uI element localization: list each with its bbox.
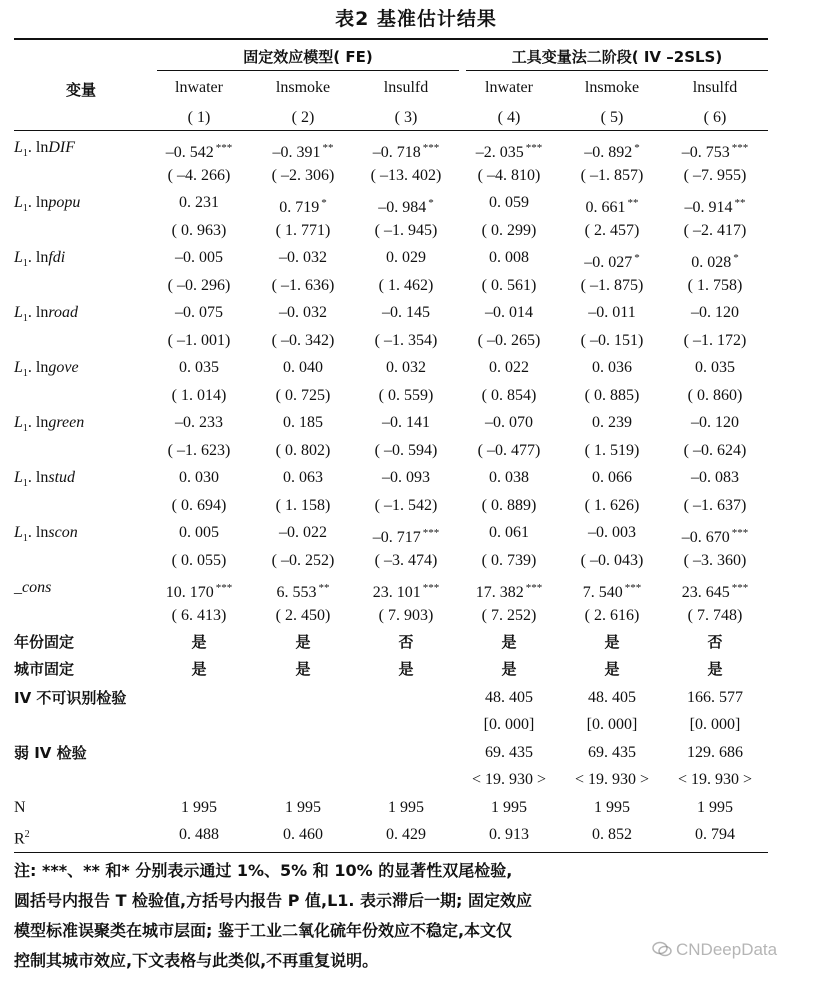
lag-operator: $L_1$.	[14, 249, 36, 270]
coefficient: 0. 035	[695, 359, 735, 376]
variable-name-text: lngreen	[35, 414, 85, 431]
header-rule	[14, 130, 768, 131]
coefficient: –2. 035 ***	[475, 142, 543, 161]
iv-test-value: 129. 686	[687, 744, 743, 761]
t-value: ( 1. 014)	[171, 387, 227, 404]
fixed-effect-value: 是	[604, 660, 620, 678]
t-value: ( 0. 725)	[275, 387, 331, 404]
coefficient: 6. 553 **	[276, 582, 330, 601]
dependent-variable-5: lnsmoke	[584, 79, 640, 96]
t-value: ( 0. 889)	[481, 497, 537, 514]
stat-label: $R^2$	[14, 829, 30, 848]
stat-value: 0. 429	[386, 826, 426, 843]
t-value: ( –3. 360)	[683, 552, 747, 569]
t-value: ( –1. 542)	[374, 497, 438, 514]
coefficient: 0. 719 *	[279, 197, 327, 216]
significance-stars: *	[634, 142, 640, 154]
significance-stars: *	[733, 252, 739, 264]
lag-operator: $L_1$.	[14, 359, 36, 380]
lag-operator: $L_1$.	[14, 414, 36, 435]
t-value: ( –0. 252)	[271, 552, 335, 569]
coefficient: 0. 036	[592, 359, 632, 376]
stat-value: 1 995	[181, 799, 217, 816]
fe-group-header: 固定效应模型( FE)	[243, 48, 373, 66]
iv-test-sub: < 19. 930 >	[677, 771, 753, 788]
fixed-effect-value: 是	[295, 660, 311, 678]
coefficient: –0. 011	[588, 304, 636, 321]
stat-value: 0. 794	[695, 826, 735, 843]
coefficient: –0. 391 **	[272, 142, 334, 161]
coefficient: –0. 145	[382, 304, 430, 321]
variable-name: _cons	[14, 579, 52, 596]
stat-label: N	[14, 799, 26, 816]
t-value: ( 7. 252)	[481, 607, 537, 624]
variable-name	[14, 358, 79, 384]
t-value: ( 2. 616)	[584, 607, 640, 624]
variable-name-text: lnscon	[35, 524, 78, 541]
coefficient: 0. 066	[592, 469, 632, 486]
t-value: ( –1. 623)	[167, 442, 231, 459]
fe-group-underline	[157, 70, 459, 71]
dependent-variable-4: lnwater	[485, 79, 533, 96]
coefficient: 0. 035	[179, 359, 219, 376]
variable-name	[14, 523, 78, 549]
significance-stars: ***	[731, 527, 749, 539]
coefficient: –0. 014	[485, 304, 533, 321]
lag-operator: $L_1$.	[14, 524, 36, 545]
coefficient: –0. 022	[279, 524, 327, 541]
variable-name-text: lnfdi	[35, 249, 66, 266]
coefficient: –0. 141	[382, 414, 430, 431]
variable-header: 变量	[66, 81, 97, 99]
t-value: ( 1. 462)	[378, 277, 434, 294]
coefficient: 0. 038	[489, 469, 529, 486]
t-value: ( –1. 172)	[683, 332, 747, 349]
significance-stars: ***	[525, 142, 543, 154]
significance-stars: ***	[215, 142, 233, 154]
stat-value: 1 995	[388, 799, 424, 816]
coefficient: –0. 120	[691, 304, 739, 321]
significance-stars: **	[318, 582, 330, 594]
t-value: ( –7. 955)	[683, 167, 747, 184]
significance-stars: **	[627, 197, 639, 209]
top-rule	[14, 38, 768, 40]
significance-stars: *	[634, 252, 640, 264]
bottom-rule	[14, 852, 768, 853]
variable-name	[14, 303, 78, 329]
t-value: ( –3. 474)	[374, 552, 438, 569]
t-value: ( 7. 748)	[687, 607, 743, 624]
variable-name-text: lngove	[35, 359, 79, 376]
t-value: ( 1. 158)	[275, 497, 331, 514]
t-value: ( –0. 342)	[271, 332, 335, 349]
lag-operator: $L_1$.	[14, 139, 36, 160]
t-value: ( –2. 306)	[271, 167, 335, 184]
t-value: ( –1. 857)	[580, 167, 644, 184]
variable-name	[14, 413, 84, 439]
variable-name	[14, 138, 75, 164]
significance-stars: ***	[215, 582, 233, 594]
coefficient: –0. 075	[175, 304, 223, 321]
model-number-1: ( 1)	[187, 109, 211, 126]
wechat-icon	[652, 941, 672, 957]
coefficient: –0. 984 *	[378, 197, 434, 216]
t-value: ( –0. 265)	[477, 332, 541, 349]
coefficient: 0. 061	[489, 524, 529, 541]
iv-group-header: 工具变量法二阶段( IV –2SLS)	[511, 48, 723, 66]
t-value: ( –0. 624)	[683, 442, 747, 459]
coefficient: 0. 231	[179, 194, 219, 211]
note-line-3: 模型标准误聚类在城市层面; 鉴于工业二氧化硫年份效应不稳定,本文仅	[14, 921, 513, 940]
coefficient: –0. 670 ***	[681, 527, 749, 546]
iv-group-underline	[466, 70, 768, 71]
t-value: ( 0. 559)	[378, 387, 434, 404]
t-value: ( –1. 875)	[580, 277, 644, 294]
coefficient: 0. 029	[386, 249, 426, 266]
fixed-effect-value: 是	[398, 660, 414, 678]
t-value: ( 2. 457)	[584, 222, 640, 239]
fixed-effect-value: 否	[398, 633, 414, 651]
t-value: ( –0. 043)	[580, 552, 644, 569]
coefficient: 23. 645 ***	[681, 582, 749, 601]
t-value: ( 0. 802)	[275, 442, 331, 459]
coefficient: –0. 233	[175, 414, 223, 431]
variable-name	[14, 193, 80, 219]
t-value: ( 1. 758)	[687, 277, 743, 294]
t-value: ( 1. 519)	[584, 442, 640, 459]
note-line-4: 控制其城市效应,下文表格与此类似,不再重复说明。	[14, 951, 379, 970]
coefficient: 0. 032	[386, 359, 426, 376]
iv-test-sub: < 19. 930 >	[471, 771, 547, 788]
stat-value: 0. 488	[179, 826, 219, 843]
note-line-1: 注: ***、** 和* 分别表示通过 1%、5% 和 10% 的显著性双尾检验,	[14, 861, 513, 880]
fixed-effect-value: 是	[191, 660, 207, 678]
coefficient: –0. 892 *	[584, 142, 640, 161]
coefficient: 0. 185	[283, 414, 323, 431]
coefficient: –0. 542 ***	[165, 142, 233, 161]
significance-stars: ***	[525, 582, 543, 594]
model-number-2: ( 2)	[291, 109, 315, 126]
t-value: ( 0. 299)	[481, 222, 537, 239]
stat-value: 1 995	[285, 799, 321, 816]
coefficient: 0. 022	[489, 359, 529, 376]
t-value: ( 0. 739)	[481, 552, 537, 569]
variable-name-text: lnpopu	[35, 194, 81, 211]
coefficient: 17. 382 ***	[475, 582, 543, 601]
stat-value: 1 995	[491, 799, 527, 816]
significance-stars: ***	[422, 142, 440, 154]
iv-test-label: IV 不可识别检验	[14, 689, 127, 707]
variable-name-text: lnDIF	[35, 139, 76, 156]
coefficient: 0. 040	[283, 359, 323, 376]
coefficient: –0. 914 **	[684, 197, 746, 216]
significance-stars: **	[322, 142, 334, 154]
iv-test-sub: < 19. 930 >	[574, 771, 650, 788]
t-value: ( 0. 055)	[171, 552, 227, 569]
iv-test-value: 166. 577	[687, 689, 743, 706]
fixed-effect-label: 城市固定	[14, 660, 75, 678]
t-value: ( –4. 266)	[167, 167, 231, 184]
t-value: ( –0. 151)	[580, 332, 644, 349]
t-value: ( 1. 771)	[275, 222, 331, 239]
iv-test-value: 48. 405	[485, 689, 533, 706]
watermark-text: CNDeepData	[676, 940, 778, 959]
coefficient: 0. 239	[592, 414, 632, 431]
variable-name	[14, 248, 65, 274]
dependent-variable-6: lnsulfd	[692, 79, 738, 96]
coefficient: 0. 059	[489, 194, 529, 211]
t-value: ( –1. 636)	[271, 277, 335, 294]
coefficient: 0. 030	[179, 469, 219, 486]
iv-test-sub: [0. 000]	[586, 716, 638, 733]
model-number-4: ( 4)	[497, 109, 521, 126]
iv-test-sub: [0. 000]	[689, 716, 741, 733]
variable-name-text: lnstud	[35, 469, 76, 486]
coefficient: 0. 063	[283, 469, 323, 486]
coefficient: 0. 028 *	[691, 252, 739, 271]
significance-stars: ***	[422, 582, 440, 594]
t-value: ( –0. 594)	[374, 442, 438, 459]
significance-stars: *	[321, 197, 327, 209]
t-value: ( 0. 561)	[481, 277, 537, 294]
stat-value: 1 995	[594, 799, 630, 816]
fixed-effect-label: 年份固定	[14, 633, 75, 651]
coefficient: –0. 083	[691, 469, 739, 486]
t-value: ( –1. 637)	[683, 497, 747, 514]
iv-test-label: 弱 IV 检验	[14, 744, 87, 762]
t-value: ( –1. 001)	[167, 332, 231, 349]
fixed-effect-value: 是	[501, 660, 517, 678]
t-value: ( 2. 450)	[275, 607, 331, 624]
coefficient: 0. 008	[489, 249, 529, 266]
fixed-effect-value: 是	[707, 660, 723, 678]
coefficient: 7. 540 ***	[582, 582, 642, 601]
significance-stars: ***	[624, 582, 642, 594]
t-value: ( –4. 810)	[477, 167, 541, 184]
significance-stars: ***	[422, 527, 440, 539]
t-value: ( –2. 417)	[683, 222, 747, 239]
coefficient: –0. 717 ***	[372, 527, 440, 546]
t-value: ( –13. 402)	[370, 167, 442, 184]
stat-value: 1 995	[697, 799, 733, 816]
t-value: ( 0. 963)	[171, 222, 227, 239]
fixed-effect-value: 是	[501, 633, 517, 651]
coefficient: –0. 005	[175, 249, 223, 266]
coefficient: –0. 032	[279, 249, 327, 266]
dependent-variable-2: lnsmoke	[275, 79, 331, 96]
model-number-6: ( 6)	[703, 109, 727, 126]
significance-stars: *	[428, 197, 434, 209]
t-value: ( –0. 296)	[167, 277, 231, 294]
coefficient: –0. 003	[588, 524, 636, 541]
fixed-effect-value: 是	[604, 633, 620, 651]
significance-stars: ***	[731, 142, 749, 154]
iv-test-sub: [0. 000]	[483, 716, 535, 733]
lag-operator: $L_1$.	[14, 469, 36, 490]
stat-value: 0. 852	[592, 826, 632, 843]
coefficient: –0. 093	[382, 469, 430, 486]
t-value: ( 0. 885)	[584, 387, 640, 404]
coefficient: –0. 718 ***	[372, 142, 440, 161]
table-title: 表2 基准估计结果	[335, 8, 497, 30]
iv-test-value: 48. 405	[588, 689, 636, 706]
dependent-variable-3: lnsulfd	[383, 79, 429, 96]
variable-name-text: lnroad	[35, 304, 78, 321]
t-value: ( 0. 854)	[481, 387, 537, 404]
coefficient: –0. 027 *	[584, 252, 640, 271]
coefficient: 0. 005	[179, 524, 219, 541]
fixed-effect-value: 是	[295, 633, 311, 651]
watermark	[652, 940, 777, 960]
stat-value: 0. 460	[283, 826, 323, 843]
fixed-effect-value: 否	[707, 633, 723, 651]
coefficient: –0. 753 ***	[681, 142, 749, 161]
t-value: ( 0. 860)	[687, 387, 743, 404]
coefficient: 10. 170 ***	[165, 582, 233, 601]
coefficient: –0. 070	[485, 414, 533, 431]
t-value: ( 0. 694)	[171, 497, 227, 514]
t-value: ( 6. 413)	[171, 607, 227, 624]
coefficient: –0. 120	[691, 414, 739, 431]
note-line-2: 圆括号内报告 T 检验值,方括号内报告 P 值,L1. 表示滞后一期; 固定效应	[14, 891, 533, 910]
t-value: ( 7. 903)	[378, 607, 434, 624]
coefficient: 0. 661 **	[585, 197, 639, 216]
lag-operator: $L_1$.	[14, 194, 36, 215]
fixed-effect-value: 是	[191, 633, 207, 651]
stat-value: 0. 913	[489, 826, 529, 843]
t-value: ( –1. 945)	[374, 222, 438, 239]
model-number-5: ( 5)	[600, 109, 624, 126]
iv-test-value: 69. 435	[588, 744, 636, 761]
coefficient: –0. 032	[279, 304, 327, 321]
variable-name	[14, 468, 75, 494]
significance-stars: ***	[731, 582, 749, 594]
iv-test-value: 69. 435	[485, 744, 533, 761]
dependent-variable-1: lnwater	[175, 79, 223, 96]
t-value: ( –1. 354)	[374, 332, 438, 349]
significance-stars: **	[734, 197, 746, 209]
lag-operator: $L_1$.	[14, 304, 36, 325]
t-value: ( 1. 626)	[584, 497, 640, 514]
t-value: ( –0. 477)	[477, 442, 541, 459]
model-number-3: ( 3)	[394, 109, 418, 126]
coefficient: 23. 101 ***	[372, 582, 440, 601]
